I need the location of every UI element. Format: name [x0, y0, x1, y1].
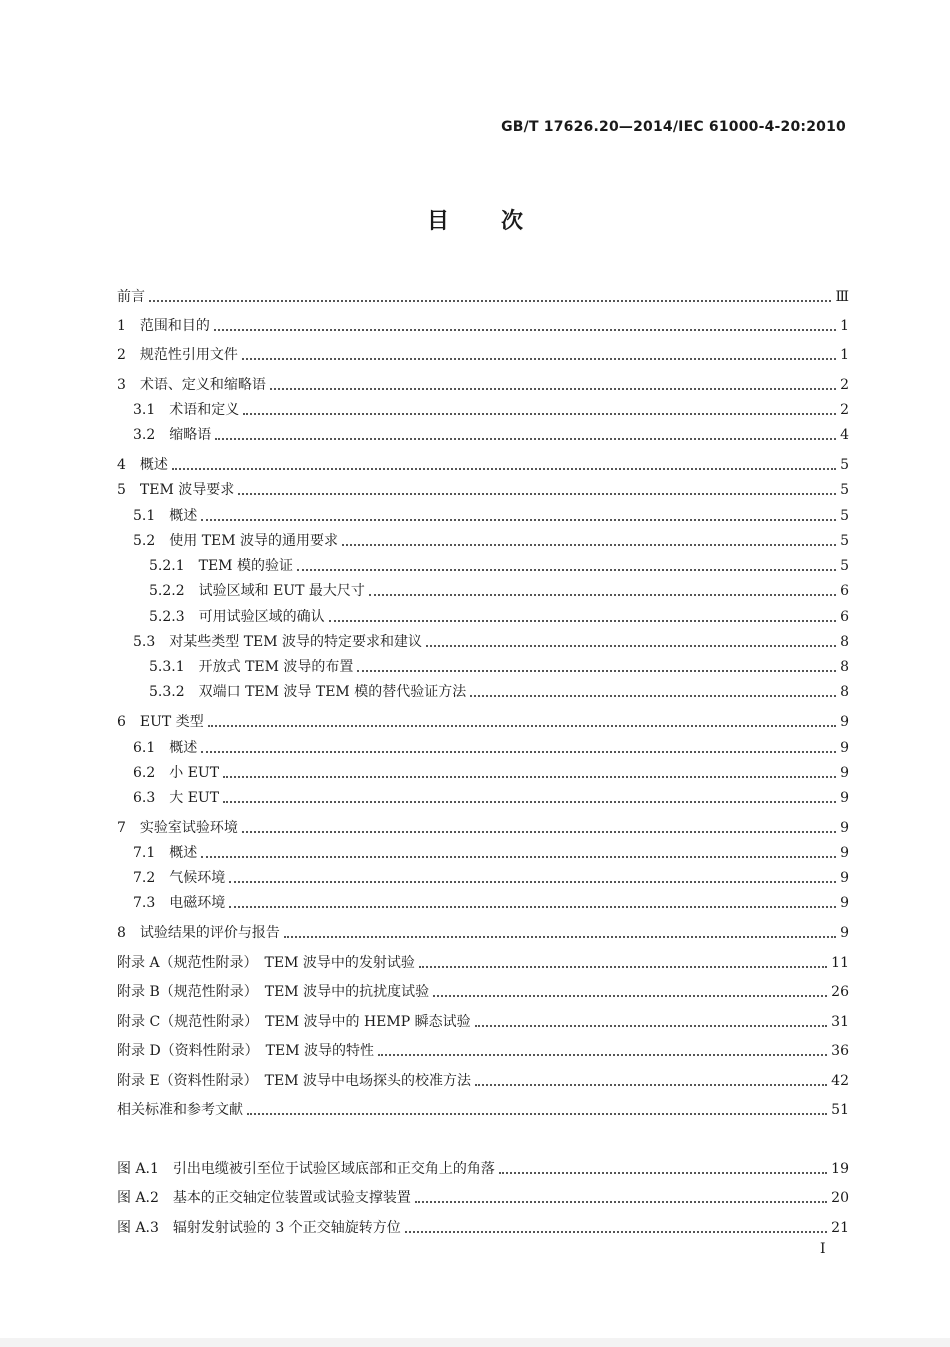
- toc-page-number: 6: [840, 609, 849, 625]
- leader-dots: [238, 493, 836, 495]
- leader-dots: [214, 329, 836, 331]
- toc-entry[interactable]: [117, 578, 849, 600]
- toc-page-number: 9: [840, 870, 849, 886]
- toc-entry-label: 相关标准和参考文献: [117, 1102, 243, 1118]
- toc-entry[interactable]: [117, 422, 849, 444]
- toc-page-number: 5: [840, 508, 849, 524]
- leader-dots: [201, 751, 836, 753]
- leader-dots: [201, 519, 836, 521]
- leader-dots: [415, 1201, 827, 1203]
- toc-page-number: 4: [840, 427, 849, 443]
- toc-page-number: 2: [840, 377, 849, 393]
- toc-entry-label: 5.3.1 开放式 TEM 波导的布置: [149, 659, 354, 675]
- toc-page-number: 5: [840, 558, 849, 574]
- toc-page-number: 9: [840, 895, 849, 911]
- toc-entry-label: 3.1 术语和定义: [133, 402, 240, 418]
- toc-page-number: 5: [840, 457, 849, 473]
- leader-dots: [201, 856, 836, 858]
- toc-entry[interactable]: [117, 654, 849, 676]
- toc-page-number: 5: [840, 482, 849, 498]
- toc-entry-label: 2 规范性引用文件: [117, 347, 238, 363]
- toc-entry[interactable]: [117, 313, 849, 335]
- leader-dots: [357, 670, 836, 672]
- toc-page-number: 9: [840, 790, 849, 806]
- leader-dots: [329, 620, 836, 622]
- toc-entry[interactable]: [117, 760, 849, 782]
- toc-page-number: 51: [831, 1102, 849, 1118]
- leader-dots: [405, 1231, 827, 1233]
- toc-entry-label: 3.2 缩略语: [133, 427, 212, 443]
- toc-page-number: 11: [831, 955, 849, 971]
- leader-dots: [419, 966, 827, 968]
- toc-entry[interactable]: [117, 477, 849, 499]
- toc-entry[interactable]: [117, 890, 849, 912]
- toc-entry-label: 5 TEM 波导要求: [117, 482, 235, 498]
- toc-entry-label: 5.2.3 可用试验区域的确认: [149, 609, 325, 625]
- toc-entry-label: 附录 D（资料性附录） TEM 波导的特性: [117, 1043, 375, 1059]
- toc-entry-label: 5.3 对某些类型 TEM 波导的特定要求和建议: [133, 634, 423, 650]
- toc-entry-label: 附录 A（规范性附录） TEM 波导中的发射试验: [117, 955, 415, 971]
- leader-dots: [229, 906, 836, 908]
- leader-dots: [149, 300, 831, 302]
- toc-entry-label: 前言: [117, 289, 145, 305]
- toc-entry[interactable]: [117, 679, 849, 701]
- toc-page-number: 8: [840, 659, 849, 675]
- leader-dots: [470, 695, 836, 697]
- toc-page-number: 19: [831, 1161, 849, 1177]
- toc-entry[interactable]: [117, 284, 849, 306]
- toc-page-number: Ⅲ: [835, 289, 849, 305]
- leader-dots: [297, 569, 836, 571]
- leader-dots: [223, 801, 836, 803]
- toc-entry-label: 附录 B（规范性附录） TEM 波导中的抗扰度试验: [117, 984, 430, 1000]
- leader-dots: [433, 995, 827, 997]
- toc-entry-label: 7.1 概述: [133, 845, 198, 861]
- toc-entry[interactable]: [117, 1038, 849, 1060]
- toc-entry-label: 图 A.2 基本的正交轴定位装置或试验支撑装置: [117, 1190, 411, 1206]
- toc-entry-label: 附录 C（规范性附录） TEM 波导中的 HEMP 瞬态试验: [117, 1014, 471, 1030]
- leader-dots: [426, 645, 836, 647]
- toc-page-number: 9: [840, 740, 849, 756]
- toc-entry[interactable]: [117, 1215, 849, 1237]
- toc-page-number: 20: [831, 1190, 849, 1206]
- toc-entry[interactable]: [117, 604, 849, 626]
- page-title: 目次: [426, 209, 575, 234]
- toc-entry[interactable]: [117, 553, 849, 575]
- toc-entry[interactable]: [117, 865, 849, 887]
- toc-page-number: 26: [831, 984, 849, 1000]
- toc-page-number: 9: [840, 925, 849, 941]
- toc-page-number: 1: [840, 347, 849, 363]
- toc-entry-label: 5.3.2 双端口 TEM 波导 TEM 模的替代验证方法: [149, 684, 467, 700]
- toc-entry[interactable]: [117, 1009, 849, 1031]
- toc-entry-label: 5.2.2 试验区域和 EUT 最大尺寸: [149, 583, 365, 599]
- toc-page-number: 36: [831, 1043, 849, 1059]
- toc-page-number: 9: [840, 845, 849, 861]
- toc-entry[interactable]: [117, 1185, 849, 1207]
- toc-page-number: 9: [840, 765, 849, 781]
- toc-entry[interactable]: [117, 735, 849, 757]
- toc-page-number: 8: [840, 684, 849, 700]
- toc-entry[interactable]: [117, 815, 849, 837]
- toc-entry[interactable]: [117, 950, 849, 972]
- toc-entry-label: 4 概述: [117, 457, 168, 473]
- leader-dots: [172, 468, 836, 470]
- leader-dots: [242, 831, 836, 833]
- leader-dots: [270, 388, 836, 390]
- toc-page-number: 9: [840, 714, 849, 730]
- toc-entry[interactable]: [117, 1097, 849, 1119]
- leader-dots: [284, 936, 836, 938]
- leader-dots: [475, 1084, 827, 1086]
- toc-entry-label: 附录 E（资料性附录） TEM 波导中电场探头的校准方法: [117, 1073, 472, 1089]
- toc-entry-label: 5.1 概述: [133, 508, 198, 524]
- leader-dots: [369, 594, 836, 596]
- leader-dots: [229, 881, 836, 883]
- toc-entry-label: 6.2 小 EUT: [133, 765, 220, 781]
- leader-dots: [475, 1025, 828, 1027]
- toc-page-number: 2: [840, 402, 849, 418]
- toc-page-number: 31: [831, 1014, 849, 1030]
- toc-entry[interactable]: [117, 840, 849, 862]
- toc-page-number: 1: [840, 318, 849, 334]
- toc-entry-label: 5.2 使用 TEM 波导的通用要求: [133, 533, 339, 549]
- toc-entry[interactable]: [117, 342, 849, 364]
- toc-page-number: 9: [840, 820, 849, 836]
- leader-dots: [342, 544, 836, 546]
- toc-entry-label: 8 试验结果的评价与报告: [117, 925, 280, 941]
- toc-entry[interactable]: [117, 709, 849, 731]
- page-folio: I: [820, 1241, 826, 1257]
- toc-entry-label: 6.1 概述: [133, 740, 198, 756]
- leader-dots: [223, 776, 836, 778]
- toc-entry-label: 7.3 电磁环境: [133, 895, 226, 911]
- toc-entry-label: 6 EUT 类型: [117, 714, 204, 730]
- toc-entry[interactable]: [117, 1068, 849, 1090]
- toc-entry[interactable]: [117, 1156, 849, 1178]
- toc-entry[interactable]: [117, 920, 849, 942]
- leader-dots: [499, 1172, 827, 1174]
- toc-entry[interactable]: [117, 528, 849, 550]
- toc-entry[interactable]: [117, 629, 849, 651]
- toc-entry[interactable]: [117, 397, 849, 419]
- leader-dots: [208, 725, 836, 727]
- toc-entry-label: 7 实验室试验环境: [117, 820, 238, 836]
- toc-entry-label: 图 A.3 辐射发射试验的 3 个正交轴旋转方位: [117, 1220, 401, 1236]
- toc-page-number: 8: [840, 634, 849, 650]
- leader-dots: [243, 413, 836, 415]
- toc-entry-label: 3 术语、定义和缩略语: [117, 377, 266, 393]
- toc-entry-label: 1 范围和目的: [117, 318, 210, 334]
- toc-entry[interactable]: [117, 372, 849, 394]
- standard-number-header: GB/T 17626.20—2014/IEC 61000-4-20:2010: [501, 119, 846, 135]
- toc-entry-label: 图 A.1 引出电缆被引至位于试验区域底部和正交角上的角落: [117, 1161, 495, 1177]
- toc-page-number: 42: [831, 1073, 849, 1089]
- leader-dots: [378, 1054, 827, 1056]
- leader-dots: [247, 1113, 827, 1115]
- toc-entry-label: 5.2.1 TEM 模的验证: [149, 558, 293, 574]
- toc-entry[interactable]: [117, 785, 849, 807]
- toc-entry-label: 6.3 大 EUT: [133, 790, 220, 806]
- toc-entry-label: 7.2 气候环境: [133, 870, 226, 886]
- toc-entry[interactable]: [117, 452, 849, 474]
- leader-dots: [215, 438, 836, 440]
- leader-dots: [242, 358, 836, 360]
- toc-page-number: 5: [840, 533, 849, 549]
- toc-page-number: 21: [831, 1220, 849, 1236]
- toc-entry[interactable]: [117, 979, 849, 1001]
- toc-entry[interactable]: [117, 503, 849, 525]
- toc-page-number: 6: [840, 583, 849, 599]
